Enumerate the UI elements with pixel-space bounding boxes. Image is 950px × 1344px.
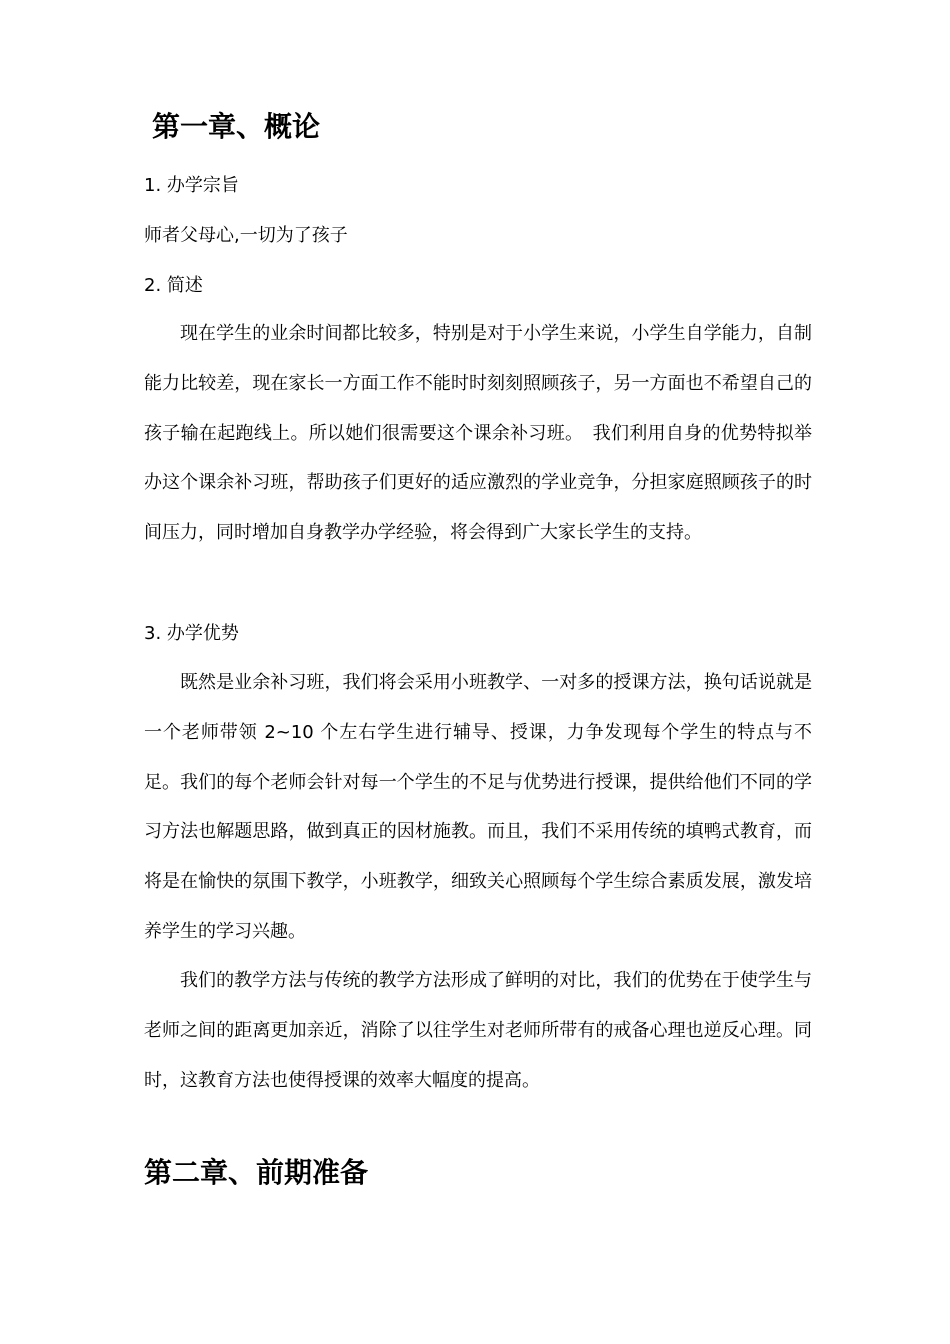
advantage-paragraph-1: 既然是业余补习班，我们将会采用小班教学、一对多的授课方法，换句话说就是一个老师带领 2~10 个左右学生进行辅导、授课，力争发现每个学生的特点与不足。我们的每个老师会针对每一个学生的不足与优势进行授课，提供给他们不同的学习方法也解题思路，做到真正的因材施教。而且，我们不采用传统的填鸭式教育，而将是在愉快的氛围下教学，小班教学，细致关心照顾每个学生综合素质发展，激发培养学生的学习兴趣。 (144, 672, 812, 942)
chapter-1-title: 第一章、概论 (152, 110, 321, 143)
overview-paragraph: 现在学生的业余时间都比较多，特别是对于小学生来说，小学生自学能力，自制能力比较差，现在家长一方面工作不能时时刻刻照顾孩子，另一方面也不希望自己的孩子输在起跑线上。所以她们很需要这个课余补习班。 我们利用自身的优势特拟举办这个课余补习班，帮助孩子们更好的适应激烈的学业竞争，分担家庭照顾孩子的时间压力，同时增加自身教学办学经验，将会得到广大家长学生的支持。 (144, 323, 812, 544)
section-1-heading: 1. 办学宗旨 (144, 175, 239, 196)
section-3-heading: 3. 办学优势 (144, 623, 239, 644)
chapter-2-title: 第二章、前期准备 (144, 1156, 369, 1189)
motto-text: 师者父母心,一切为了孩子 (144, 225, 348, 246)
advantage-paragraph-2: 我们的教学方法与传统的教学方法形成了鲜明的对比，我们的优势在于使学生与老师之间的距离更加亲近，消除了以往学生对老师所带有的戒备心理也逆反心理。同时，这教育方法也使得授课的效率大幅度的提高。 (144, 970, 812, 1091)
section-2-heading: 2. 简述 (144, 275, 203, 296)
